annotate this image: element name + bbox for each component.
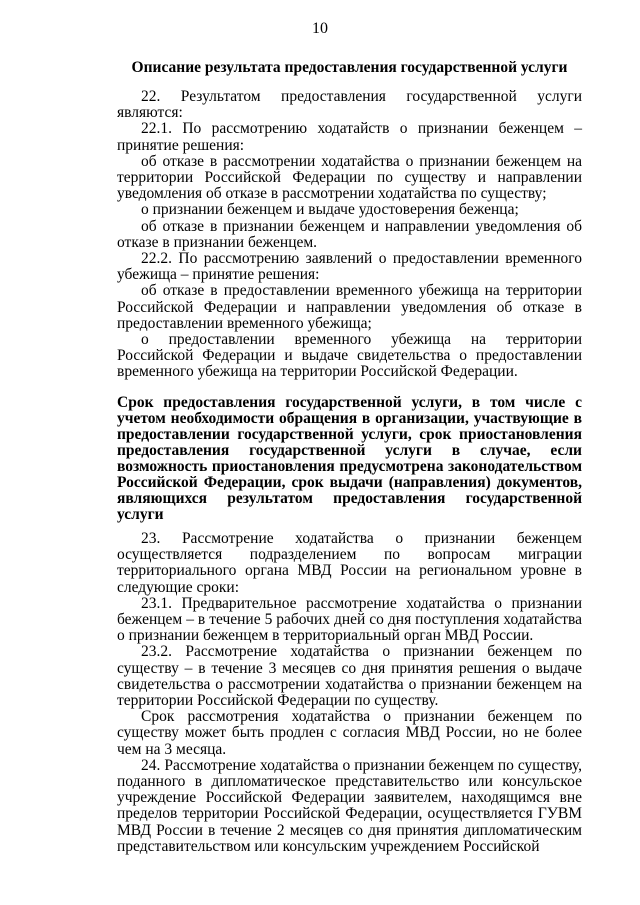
- paragraph: 24. Рассмотрение ходатайства о признании беженцем по существу, поданного в дипломатическое представительство или консульское учреждение Российской Федерации заявителем, находящимся вне пределов территории Российской Федерации, осуществляется ГУВМ МВД России в течение 2 месяцев со дня принятия дипломатическим представительством или консульским учреждением Российской: [117, 756, 582, 855]
- paragraph: 22.2. По рассмотрению заявлений о предоставлении временного убежища – принятие решения:: [117, 250, 582, 284]
- paragraph: о признании беженцем и выдаче удостоверения беженца;: [141, 201, 519, 219]
- paragraph: 23. Рассмотрение ходатайства о признании беженцем осуществляется подразделением по вопросам миграции территориального органа МВД России на региональном уровне в следующие сроки:: [117, 530, 582, 596]
- paragraph: 23.2. Рассмотрение ходатайства о признании беженцем по существу – в течение 3 месяцев со дня принятия решения о выдаче свидетельства о рассмотрении ходатайства о признании беженцем на территории Российской Федерации по существу.: [117, 643, 582, 710]
- paragraph: об отказе в рассмотрении ходатайства о признании беженцем на территории Российской Федерации по существу и направлении уведомления об отказе в рассмотрении ходатайства по существу;: [117, 152, 582, 203]
- paragraph: 22.1. По рассмотрению ходатайств о признании беженцем – принятие решения:: [117, 120, 582, 154]
- paragraph: 22. Результатом предоставления государственной услуги являются:: [117, 88, 582, 122]
- section-body-term: [117, 531, 582, 855]
- paragraph: об отказе в признании беженцем и направлении уведомления об отказе в признании беженцем.: [117, 217, 582, 251]
- paragraph: Срок рассмотрения ходатайства о признании беженцем по существу может быть продлен с согласия МВД России, но не более чем на 3 месяца.: [117, 708, 582, 758]
- section-heading-term: Срок предоставления государственной услуги, в том числе с учетом необходимости обращения в организации, участвующие в предоставлении государственной услуги, срок приостановления предоставления государственной услуги в случае, если возможность приостановления предусмотрена законодательством Российской Федерации, срок выдачи (направления) документов, являющихся результатом предоставления государственной услуги: [117, 394, 582, 523]
- page-number: 10: [312, 20, 328, 37]
- section-body-result: [117, 89, 582, 381]
- paragraph: о предоставлении временного убежища на территории Российской Федерации и выдаче свидетельства о предоставлении временного убежища на территории Российской Федерации.: [117, 331, 582, 381]
- section-heading-result: Описание результата предоставления государственной услуги: [131, 59, 568, 76]
- paragraph: 23.1. Предварительное рассмотрение ходатайства о признании беженцем – в течение 5 рабочих дней со дня поступления ходатайства о признании беженцем в территориальный орган МВД России.: [117, 594, 582, 645]
- paragraph: об отказе в предоставлении временного убежища на территории Российской Федерации и направлении уведомления об отказе в предоставлении временного убежища;: [117, 282, 582, 332]
